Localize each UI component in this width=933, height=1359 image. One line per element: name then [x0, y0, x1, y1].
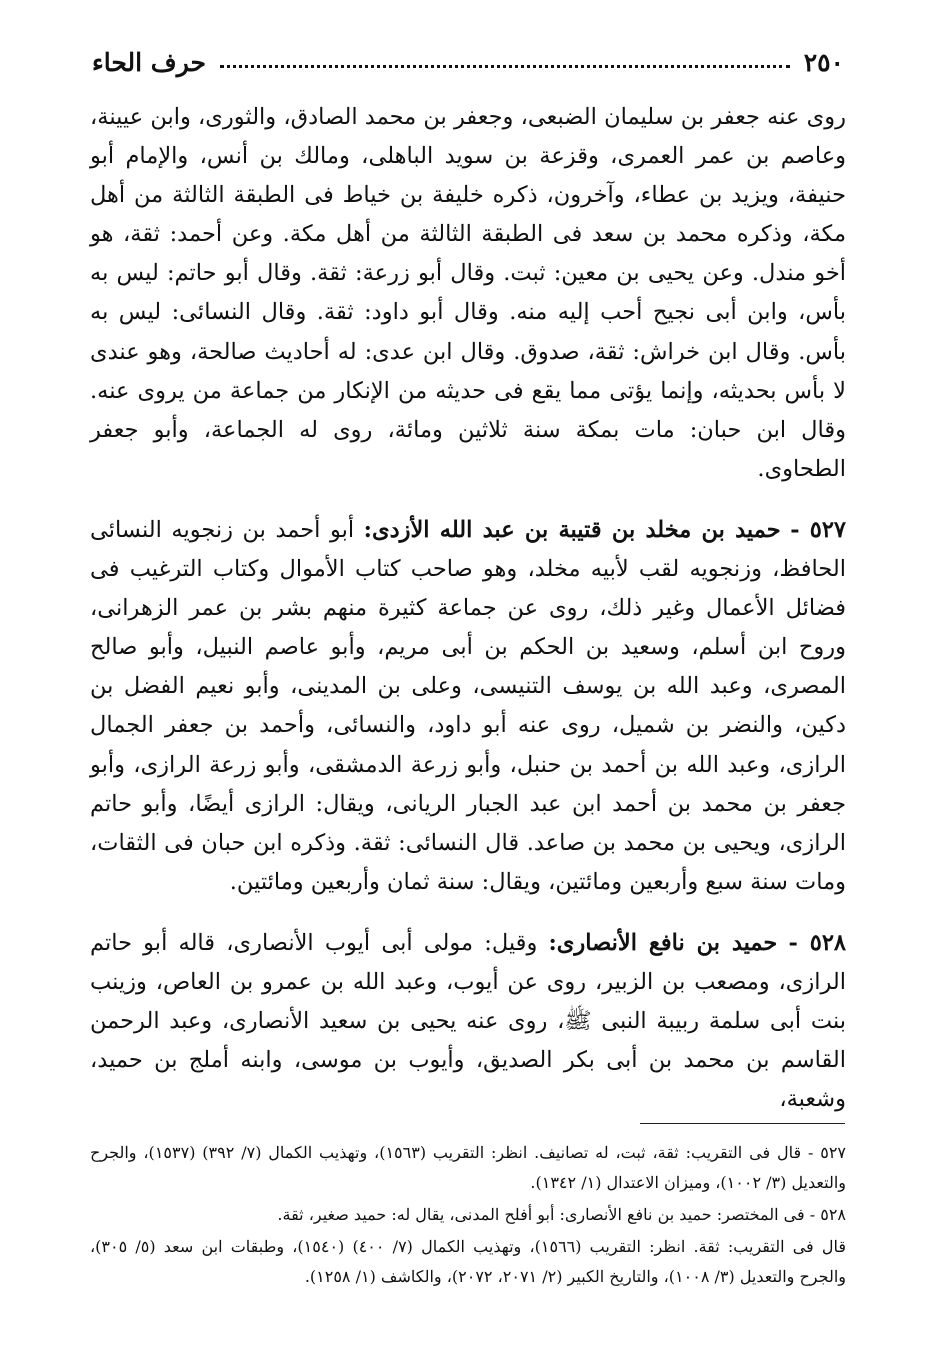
- page-number: ٢٥٠: [803, 47, 844, 77]
- continuation-paragraph: روى عنه جعفر بن سليمان الضبعى، وجعفر بن محمد الصادق، والثورى، وابن عيينة، وعاصم بن عمر العمرى، وقزعة بن سويد الباهلى، ومالك بن أنس، والإمام أبو حنيفة، ويزيد بن عطاء، وآخرون، ذكره خليفة بن خياط فى الطبقة الثالثة من أهل مكة، وذكره محمد بن سعد فى الطبقة الثالثة من أهل مكة. وعن أحمد: ثقة، هو أخو مندل. وعن يحيى بن معين: ثبت. وقال أبو زرعة: ثقة. وقال أبو حاتم: ليس به بأس، وابن أبى نجيح أحب إليه منه. وقال أبو داود: ثقة. وقال النسائى: ليس به بأس. وقال ابن خراش: ثقة، صدوق. وقال ابن عدى: له أحاديث صالحة، وهو عندى لا بأس بحديثه، وإنما يؤتى مما يقع فى حديثه من الإنكار من جماعة من يروى عنه. وقال ابن حبان: مات بمكة سنة ثلاثين ومائة، روى له الجماعة، وأبو جعفر الطحاوى.: [90, 104, 846, 482]
- entry-name: حميد بن مخلد بن قتيبة بن عبد الله الأزدى:: [363, 516, 781, 543]
- entry-528: [90, 924, 846, 1119]
- footnote-528: ٥٢٨ - فى المختصر: حميد بن نافع الأنصارى: أبو أفلح المدنى، يقال له: حميد صغير، ثقة.: [277, 1205, 846, 1224]
- main-text: [90, 98, 846, 1119]
- footnote-528-references: قال فى التقريب: ثقة. انظر: التقريب (١٥٦٦)، وتهذيب الكمال (٧/ ٤٠٠) (١٥٤٠)، وطبقات ابن سعد (٥/ ٣٠٥)، والجرح والتعديل (٣/ ١٠٠٨)، والتاريخ الكبير (٢/ ٢٠٧١، ٢٠٧٢)، والكاشف (١/ ١٢٥٨).: [90, 1237, 847, 1286]
- entry-text: وقيل: مولى أبى أيوب الأنصارى، قاله أبو حاتم الرازى، ومصعب بن الزبير، روى عن أيوب، وعبد الله بن عمرو بن العاص، وزينب بنت أبى سلمة ربيبة النبى ﷺ، روى عنه يحيى بن سعيد الأنصارى، وعبد الرحمن القاسم بن محمد بن أبى بكر الصديق، وأيوب بن موسى، وابنه أملج بن حميد، وشعبة،: [90, 929, 846, 1113]
- entry-text: أبو أحمد بن زنجويه النسائى الحافظ، وزنجويه لقب لأبيه مخلد، وهو صاحب كتاب الأموال وكتاب الترغيب فى فضائل الأعمال وغير ذلك، روى عن جماعة كثيرة منهم بشر بن عمر الزهرانى، وروح ابن أسلم، وسعيد بن الحكم بن أبى مريم، وأبو عاصم النبيل، وأبو صالح المصرى، وعبد الله بن يوسف التنيسى، وعلى بن المدينى، وأبو نعيم الفضل بن دكين، والنضر بن شميل، روى عنه أبو داود، والنسائى، وأحمد بن جعفر الجمال الرازى، وعبد الله بن أحمد بن حنبل، وأبو زرعة الدمشقى، وأبو زرعة الرازى، وأبو جعفر بن محمد بن أحمد ابن عبد الجبار الريانى، ويقال: الرازى أيضًا، وأبو حاتم الرازى، ويحيى بن محمد بن صاعد. قال النسائى: ثقة. وذكره ابن حبان فى الثقات، ومات سنة سبع وأربعين ومائتين، ويقال: سنة ثمان وأربعين ومائتين.: [90, 516, 846, 895]
- entry-527: [90, 511, 846, 902]
- chapter-title: حرف الحاء: [92, 47, 206, 77]
- page-header: [92, 42, 844, 82]
- footnote-separator: [640, 1123, 845, 1124]
- footnotes: [90, 1138, 846, 1294]
- footnote-527: ٥٢٧ - قال فى التقريب: ثقة، ثبت، له تصانيف. انظر: التقريب (١٥٦٣)، وتهذيب الكمال (٧/ ٣٩٢) (١٥٣٧)، والجرح والتعديل (٣/ ١٠٠٢)، وميزان الاعتدال (١/ ١٣٤٢).: [90, 1143, 847, 1192]
- header-dotted-leader: [220, 65, 790, 68]
- entry-number: ٥٢٨ -: [788, 929, 846, 956]
- entry-name: حميد بن نافع الأنصارى:: [548, 929, 778, 956]
- entry-number: ٥٢٧ -: [790, 516, 847, 543]
